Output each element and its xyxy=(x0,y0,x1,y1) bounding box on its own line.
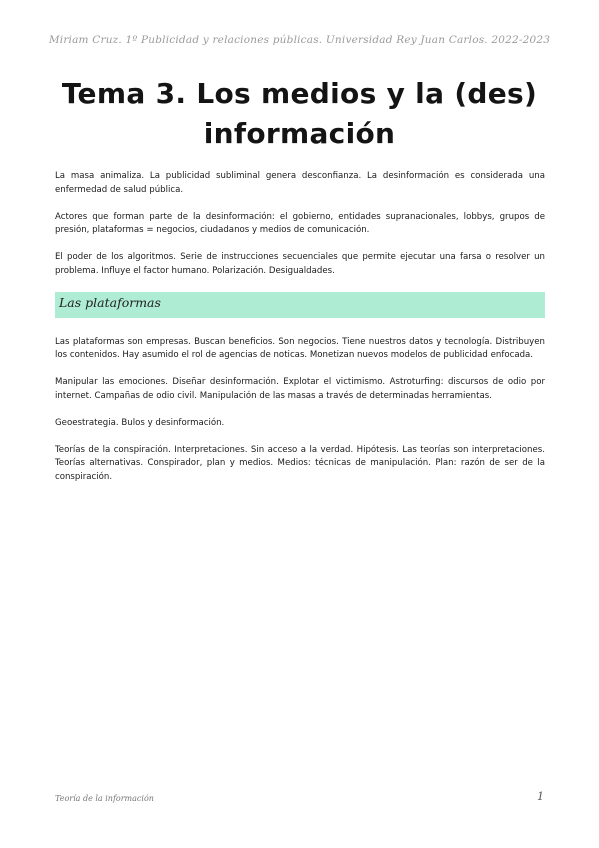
document-body xyxy=(55,170,545,498)
section-paragraph: Las plataformas son empresas. Buscan beneficios. Son negocios. Tiene nuestros datos y tecnología. Distribuyen los contenidos. Hay asumido el rol de agencias de noticas. Monetizan nuevos modelos de publicidad enfocada. xyxy=(55,336,545,360)
section-paragraph: Geoestrategia. Bulos y desinformación. xyxy=(55,417,225,428)
title-line-2: información xyxy=(203,117,396,150)
page-header: Miriam Cruz. 1º Publicidad y relaciones públicas. Universidad Rey Juan Carlos. 2022-2023 xyxy=(48,34,551,46)
section-paragraph: Manipular las emociones. Diseñar desinformación. Explotar el victimismo. Astroturfing: discursos de odio por internet. Campañas de odio civil. Manipulación de las masas a través de determinadas herramientas. xyxy=(55,377,545,401)
intro-paragraph: El poder de los algoritmos. Serie de instrucciones secuenciales que permite ejecutar una farsa o resolver un problema. Influye el factor humano. Polarización. Desigualdades. xyxy=(55,252,545,276)
section-heading-bar xyxy=(55,292,545,318)
intro-paragraph: Actores que forman parte de la desinformación: el gobierno, entidades supranacionales, lobbys, grupos de presión, plataformas = negocios, ciudadanos y medios de comunicación. xyxy=(55,211,545,235)
page-title xyxy=(40,74,559,154)
section-heading: Las plataformas xyxy=(59,294,161,310)
footer-subject: Teoría de la información xyxy=(55,794,154,803)
page-number: 1 xyxy=(537,790,544,803)
section-paragraph: Teorías de la conspiración. Interpretaciones. Sin acceso a la verdad. Hipótesis. Las teorías son interpretaciones. Teorías alternativas. Conspirador, plan y medios. Medios: técnicas de manipulación. Plan: razón de ser de la conspiración. xyxy=(55,444,545,482)
title-line-1: Tema 3. Los medios y la (des) xyxy=(61,77,538,110)
intro-paragraph: La masa animaliza. La publicidad subliminal genera desconfianza. La desinformación es considerada una enfermedad de salud pública. xyxy=(55,171,545,195)
